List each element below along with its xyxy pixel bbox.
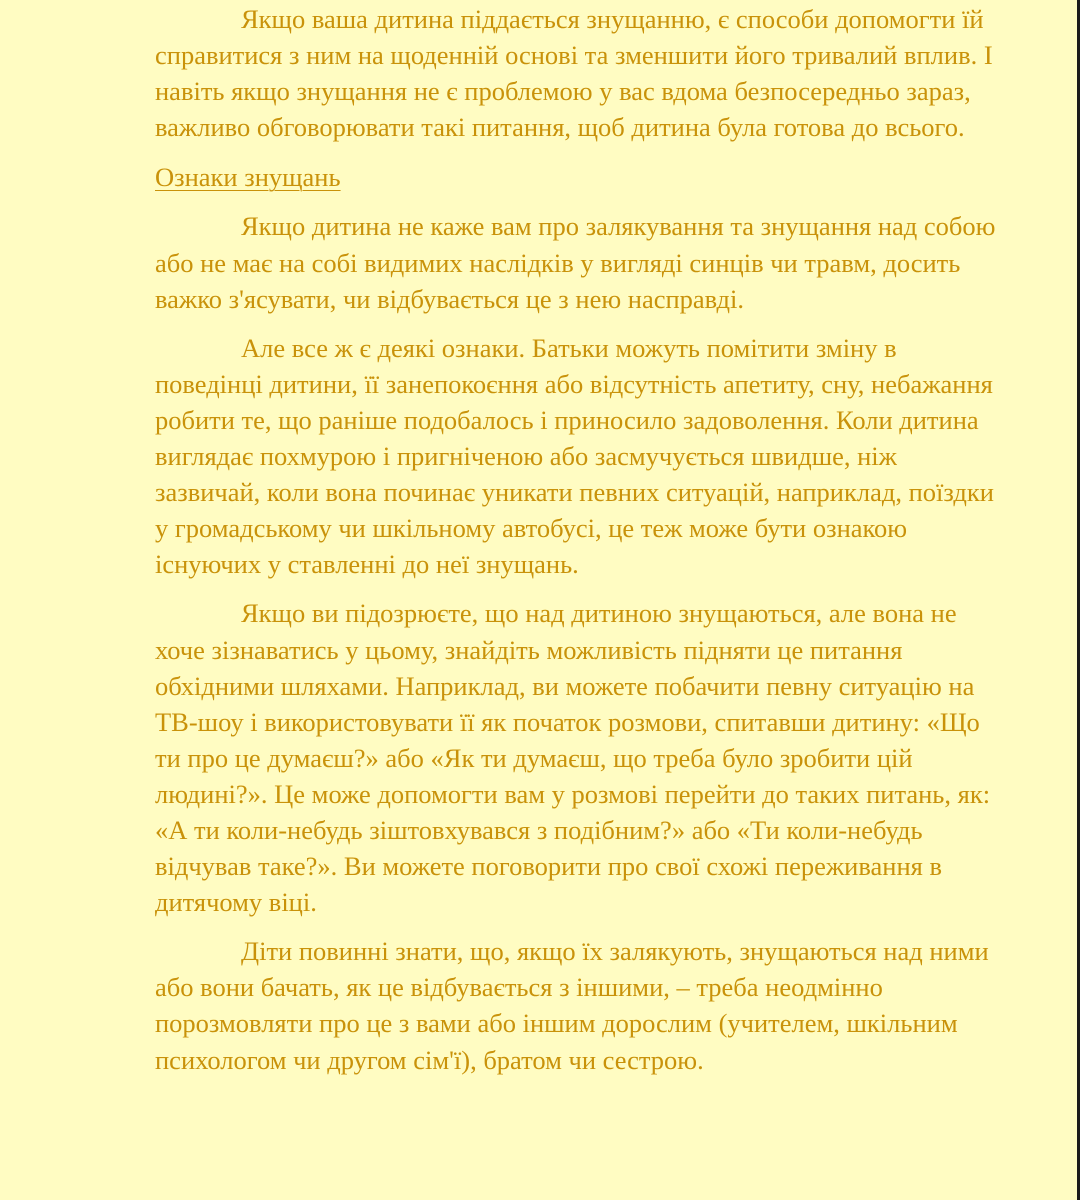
document-page <box>155 0 1005 1078</box>
paragraph-no-visible-signs: Якщо дитина не каже вам про залякування та знущання над собою або не має на собі видимих наслідків у вигляді синців чи травм, досить важко з'ясувати, чи відбувається це з нею насправді. <box>155 211 996 314</box>
paragraph-signs: Але все ж є деякі ознаки. Батьки можуть помітити зміну в поведінці дитини, її занепокоєння або відсутність апетиту, сну, небажання робити те, що раніше подобалось і приносило задоволення. Коли дитина виглядає похмурою і пригніченою або засмучується швидше, ніж зазвичай, коли вона починає уникати певних ситуацій, наприклад, поїздки у громадському чи шкільному автобусі, це теж може бути ознакою існуючих у ставленні до неї знущань. <box>155 332 994 580</box>
section-heading: Ознаки знущань <box>155 162 341 193</box>
paragraph-intro: Якщо ваша дитина піддається знущанню, є способи допомогти їй справитися з ним на щоденній основі та зменшити його тривалий вплив. І навіть якщо знущання не є проблемою у вас вдома безпосередньо зараз, важливо обговорювати такі питання, щоб дитина була готова до всього. <box>155 4 993 143</box>
paragraph-indirect-approach: Якщо ви підозрюєте, що над дитиною знущаються, але вона не хоче зізнаватись у цьому, знайдіть можливість підняти це питання обхідними шляхами. Наприклад, ви можете побачити певну ситуацію на ТВ-шоу і використовувати її як початок розмови, спитавши дитину: «Що ти про це думаєш?» або «Як ти думаєш, що треба було зробити цій людині?». Це може допомогти вам у розмові перейти до таких питань, як: «А ти коли-небудь зіштовхувався з подібним?» або «Ти коли-небудь відчував таке?». Ви можете поговорити про свої схожі переживання в дитячому віці. <box>155 598 991 918</box>
paragraph-children-should-know: Діти повинні знати, що, якщо їх залякують, знущаються над ними або вони бачать, як це відбувається з іншими, – треба неодмінно порозмовляти про це з вами або іншим дорослим (учителем, шкільним психологом чи другом сім'ї), братом чи сестрою. <box>155 936 989 1075</box>
